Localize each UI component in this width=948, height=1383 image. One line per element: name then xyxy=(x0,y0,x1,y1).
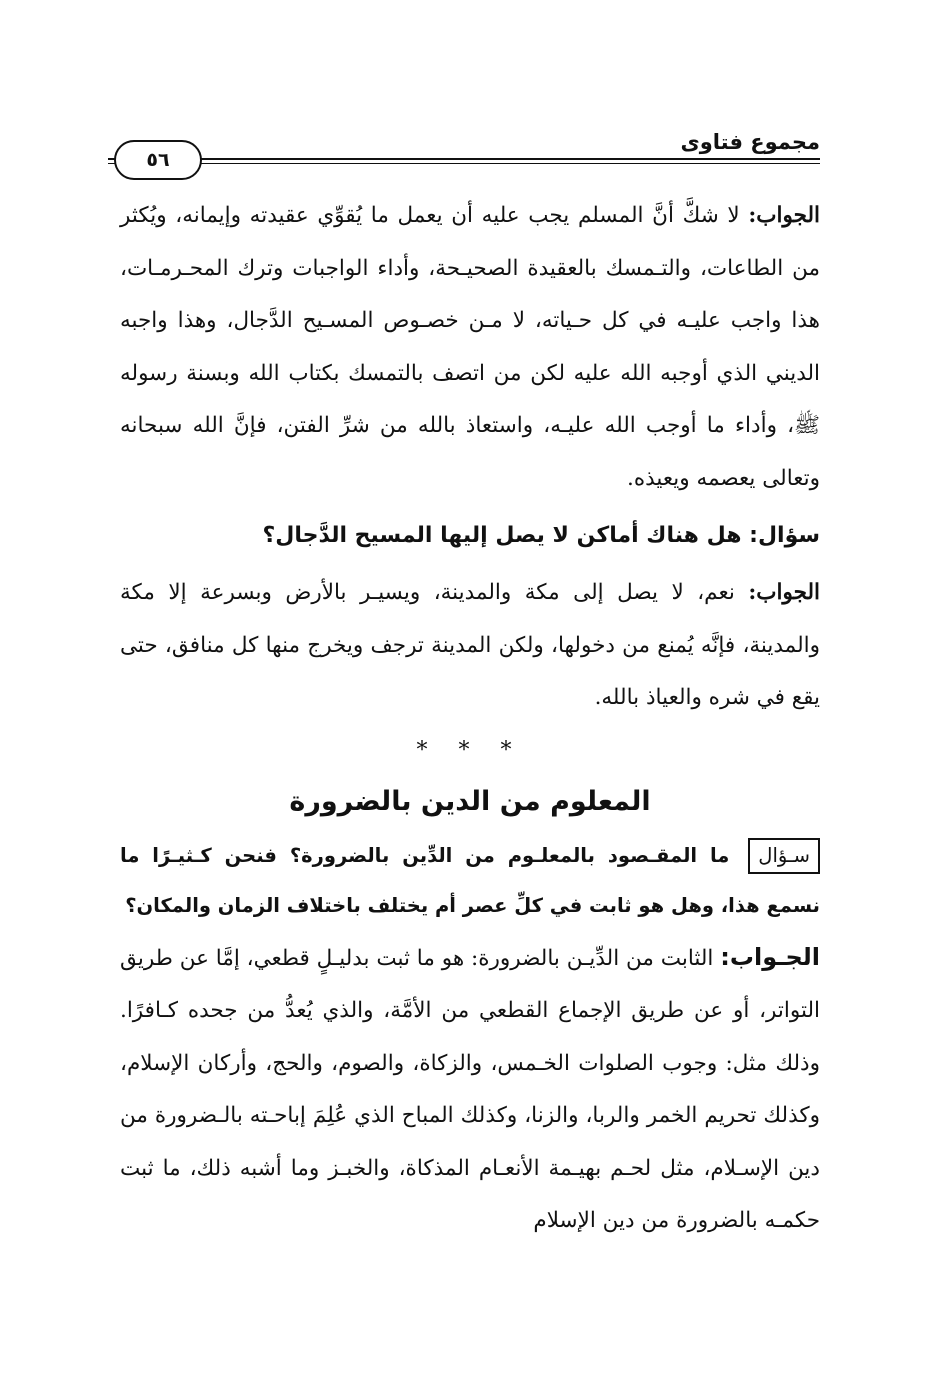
answer-text-2: نعم، لا يصل إلى مكة والمدينة، ويسيـر بالأرض وبسرعة إلا مكة والمدينة، فإنَّه يُمنع من دخولها، ولكن المدينة ترجف ويخرج منها كل منافق، حتى يقع في شره والعياذ بالله. xyxy=(120,580,820,710)
answer-paragraph-3 xyxy=(120,931,820,1248)
answer-paragraph-2 xyxy=(120,567,820,725)
answer-text-3: الثابت من الدِّيـن بالضرورة: هو ما ثبت بدليـلٍ قطعي، إمَّا عن طريق التواتر، أو عن طريق الإجماع القطعي من الأمَّة، والذي يُعدُّ من جحده كـافرًا. وذلك مثل: وجوب الصلوات الخـمس، والزكاة، والصوم، والحج، وأركان الإسلام، وكذلك تحريم الخمر والربا، والزنا، وكذلك المباح الذي عُلِمَ إباحـته بالـضرورة من دين الإسـلام، مثل لحـم بهيـمة الأنعـام المذكاة، والخبـز وما أشبه ذلك، ما ثبت حكمـه بالضرورة من دين الإسلام xyxy=(120,945,820,1233)
question-label-box: سـؤال xyxy=(748,838,820,874)
section-title: المعلوم من الدين بالضرورة xyxy=(289,785,651,817)
header-rule-thin xyxy=(108,163,820,164)
answer-lead-2: الجواب: xyxy=(748,580,821,605)
running-header-title: مجموع فتاوى xyxy=(680,130,820,154)
answer-lead-3: الجـواب: xyxy=(720,942,820,971)
answer-text-1: لا شكَّ أنَّ المسلم يجب عليه أن يعمل ما يُقوِّي عقيدته وإيمانه، ويُكثر من الطاعات، والتـمسك بالعقيدة الصحيـحة، وأداء الواجبات وترك المحـرمـات، هذا واجب عليـه في كل حـياته، لا مـن خصـوص المسـيح الدَّجال، وهذا واجبه الديني الذي أوجبه الله عليه لكن من اتصف بالتمسك بكتاب الله وبسنة رسوله ﷺ، وأداء ما أوجب الله عليـه، واستعاذ بالله من شرِّ الفتن، فإنَّ الله سبحانه وتعالى يعصمه ويعيذه. xyxy=(120,203,820,491)
page-body xyxy=(120,190,820,1248)
answer-lead-1: الجواب: xyxy=(748,203,820,228)
page-header xyxy=(108,128,820,171)
answer-paragraph-1 xyxy=(120,190,820,505)
question-1: سؤال: هل هناك أماكن لا يصل إليها المسيح الدَّجال؟ xyxy=(262,523,820,548)
section-separator: * * * xyxy=(416,737,524,763)
page-number: ٥٦ xyxy=(114,140,202,180)
header-rule xyxy=(108,158,820,160)
question-2-text: ما المقـصود بالمعلـوم من الدِّين بالضرورة؟ فنحن كـثيـرًا ما نسمع هذا، وهل هو ثابت في كلِّ عصر أم يختلف باختلاف الزمان والمكان؟ xyxy=(120,843,820,917)
question-2 xyxy=(120,831,820,931)
